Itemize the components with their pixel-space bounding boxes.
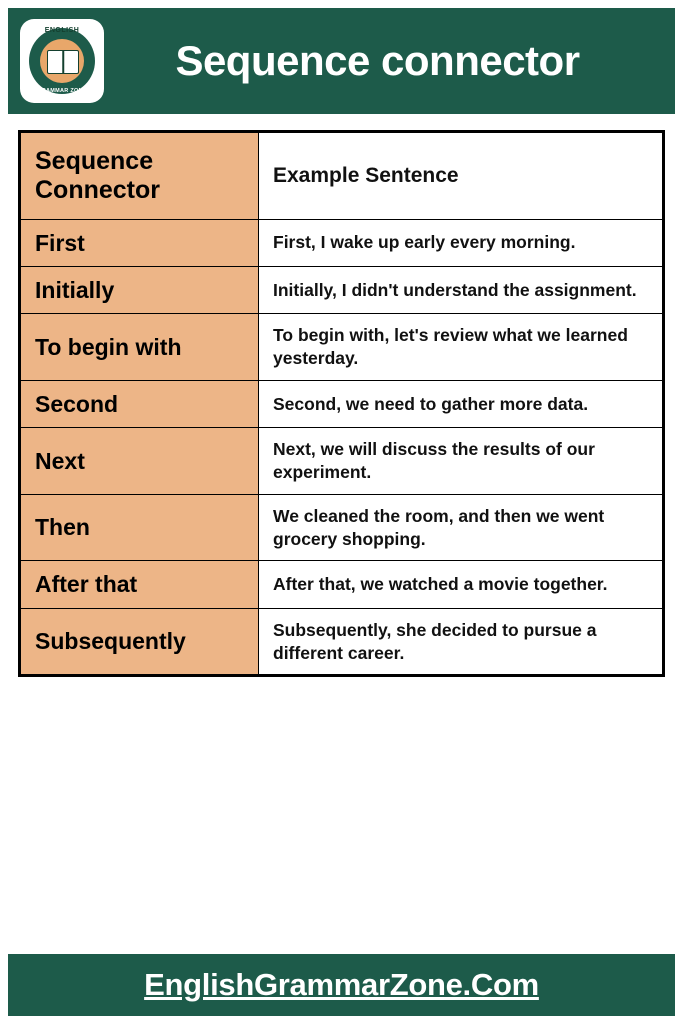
logo (20, 19, 104, 103)
table-row (21, 608, 663, 675)
cell-connector: First (21, 219, 259, 266)
cell-example: Second, we need to gather more data. (259, 380, 663, 427)
table-header-row (21, 133, 663, 220)
cell-connector: Subsequently (21, 608, 259, 675)
logo-inner (25, 24, 99, 98)
cell-connector: Second (21, 380, 259, 427)
spacer (0, 677, 683, 954)
table-row (21, 219, 663, 266)
page-title: Sequence connector (175, 37, 580, 84)
table-row (21, 266, 663, 313)
cell-example: Subsequently, she decided to pursue a different career. (259, 608, 663, 675)
connector-table-wrapper (18, 130, 665, 677)
cell-connector: Next (21, 428, 259, 495)
table-row (21, 494, 663, 561)
cell-connector: Initially (21, 266, 259, 313)
table-row (21, 561, 663, 608)
page-footer (8, 954, 675, 1016)
table-row (21, 428, 663, 495)
cell-example: First, I wake up early every morning. (259, 219, 663, 266)
cell-connector: To begin with (21, 314, 259, 381)
logo-top-label: ENGLISH (44, 27, 80, 34)
cell-example: After that, we watched a movie together. (259, 561, 663, 608)
cell-connector: After that (21, 561, 259, 608)
logo-bottom-label: GRAMMAR ZONE (37, 88, 87, 94)
cell-connector: Then (21, 494, 259, 561)
cell-example: Initially, I didn't understand the assignment. (259, 266, 663, 313)
open-book-icon (47, 50, 79, 74)
column-header-example: Example Sentence (259, 133, 663, 220)
connector-table (20, 132, 663, 675)
table-row (21, 380, 663, 427)
column-header-connector: Sequence Connector (21, 133, 259, 220)
cell-example: We cleaned the room, and then we went grocery shopping. (259, 494, 663, 561)
site-link[interactable]: EnglishGrammarZone.Com (144, 967, 539, 1002)
table-row (21, 314, 663, 381)
page-header (8, 8, 675, 114)
cell-example: Next, we will discuss the results of our experiment. (259, 428, 663, 495)
cell-example: To begin with, let's review what we learned yesterday. (259, 314, 663, 381)
